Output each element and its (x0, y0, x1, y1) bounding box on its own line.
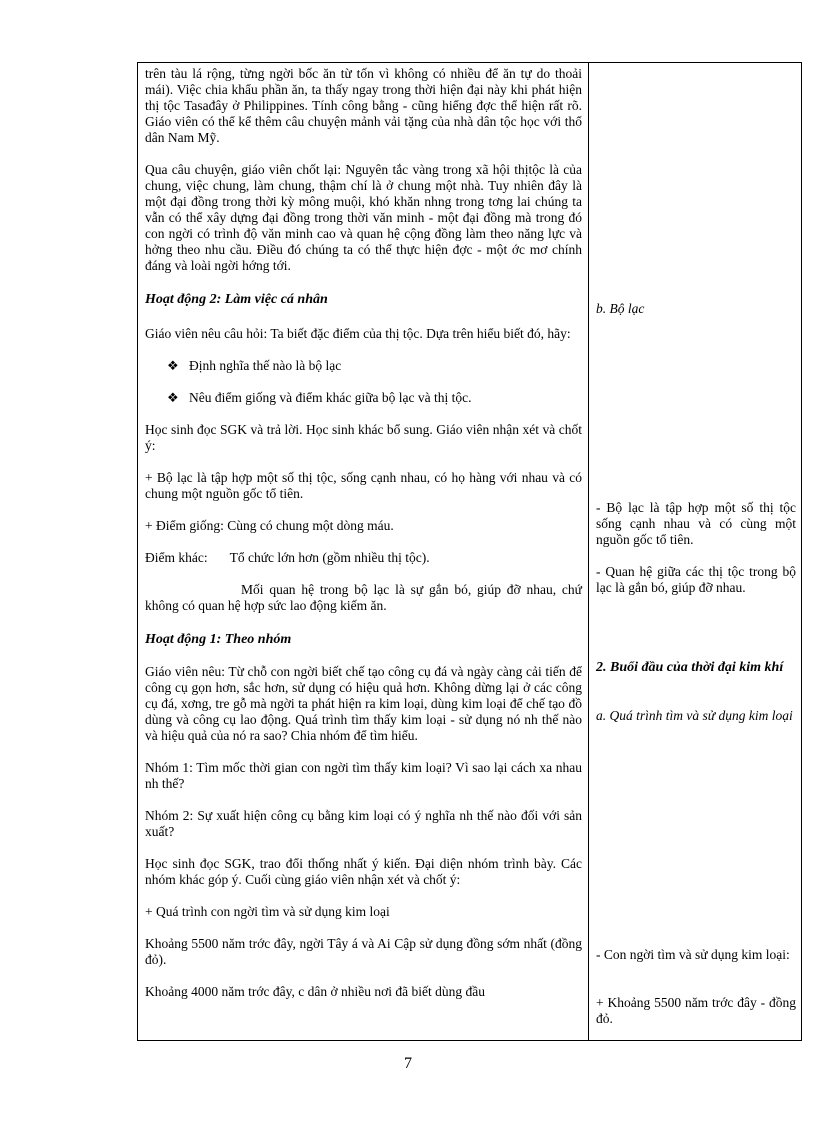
difference-text: Tổ chức lớn hơn (gồm nhiều thị tộc). (229, 550, 430, 565)
group-1-paragraph: Nhóm 1: Tìm mốc thời gian con ngời tìm thấy kim loại? Vì sao lại cách xa nhau nh thế? (145, 760, 582, 791)
difference-paragraph (145, 550, 582, 566)
copper-paragraph: Khoảng 5500 năm trớc đây, ngời Tây á và Ai Cập sử dụng đồng sớm nhất (đồng đỏ). (145, 936, 582, 967)
activity-1-heading: Hoạt động 1: Theo nhóm (145, 632, 292, 647)
copper-note: + Khoảng 5500 năm trớc đây - đồng đỏ. (596, 995, 796, 1026)
similarity-paragraph: + Điểm giống: Cùng có chung một dòng máu. (145, 518, 394, 533)
bullet-text-1: Định nghĩa thế nào là bộ lạc (189, 358, 342, 373)
bullet-item-2 (167, 390, 582, 406)
tribe-relation-note: - Quan hệ giữa các thị tộc trong bộ lạc là gắn bó, giúp đỡ nhau. (596, 564, 796, 595)
metal-process-subheading: a. Quá trình tìm và sử dụng kim loại (596, 708, 793, 723)
lesson-table (137, 62, 802, 1041)
diamond-bullet-icon: ❖ (167, 390, 179, 405)
bronze-paragraph: Khoảng 4000 năm trớc đây, c dân ở nhiều nơi đã biết dùng đầu (145, 984, 485, 999)
teacher-intro-paragraph: Giáo viên nêu: Từ chỗ con ngời biết chế tạo công cụ đá và ngày càng cải tiến để công cụ gọn hơn, sắc hơn, sử dụng có hiệu quả hơn. Không dừng lại ở các công cụ đá, xơng, tre gỗ mà ngời ta phát hiện ra kim loại, dùng kim loại để chế tạo đồ dùng và công cụ lao động. Quá trình tìm thấy kim loại - sử dụng nó nh thế nào và hiệu quả của nó ra sao? Chia nhóm để tìm hiểu. (145, 664, 582, 743)
tribe-subheading: b. Bộ lạc (596, 301, 645, 316)
story-paragraph: trên tàu lá rộng, từng ngời bốc ăn từ tốn vì không có nhiều để ăn tự do thoải mái). Việc chia khẩu phần ăn, ta thấy ngay trong thời hiện đại này khi phát hiện thị tộc Tasađây ở Philippines. Tính công bằng - cũng hiểng đợc thể hiện rất rõ. Giáo viên có thể kể thêm câu chuyện mảnh vải tặng của nhà dân tộc học với thổ dân Nam Mỹ. (145, 66, 582, 145)
student-answer-paragraph: Học sinh đọc SGK và trả lời. Học sinh khác bổ sung. Giáo viên nhận xét và chốt ý: (145, 422, 582, 453)
content-column (596, 63, 796, 1040)
bullet-text-2: Nêu điểm giống và điểm khác giữa bộ lạc và thị tộc. (189, 390, 472, 405)
activity-2-heading: Hoạt động 2: Làm việc cá nhân (145, 292, 328, 307)
activity-column (145, 66, 582, 1000)
conclusion-paragraph: Qua câu chuyện, giáo viên chốt lại: Nguyên tắc vàng trong xã hội thịtộc là của chung, việc chung, làm chung, thậm chí là ở chung một nhà. Tuy nhiên đây là một đại đồng trong thời kỳ mông muội, khó khăn nhng trong tơng lai chúng ta vẫn có thể xây dựng đại đồng trong thời văn minh - một đại đồng mà trong đó con ngời có trình độ văn minh cao và quan hệ cộng đồng làm theo năng lực và hởng theo nhu cầu. Điều đó chúng ta có thể thực hiện đợc - một ớc mơ chính đáng và loài ngời hớng tới. (145, 162, 582, 273)
difference-label: Điểm khác: (145, 550, 208, 565)
bullet-item-1 (167, 358, 582, 374)
metal-process-paragraph: + Quá trình con ngời tìm và sử dụng kim loại (145, 904, 390, 919)
metal-discovery-note: - Con ngời tìm và sử dụng kim loại: (596, 947, 790, 962)
definition-paragraph: + Bộ lạc là tập hợp một số thị tộc, sống cạnh nhau, có họ hàng với nhau và có chung một nguồn gốc tổ tiên. (145, 470, 582, 501)
diamond-bullet-icon: ❖ (167, 358, 179, 373)
relation-paragraph: Mối quan hệ trong bộ lạc là sự gắn bó, giúp đỡ nhau, chứ không có quan hệ hợp sức lao động kiếm ăn. (145, 582, 582, 613)
page-number: 7 (404, 1055, 412, 1072)
column-divider (588, 63, 589, 1040)
tribe-definition-note: - Bộ lạc là tập hợp một số thị tộc sống cạnh nhau và có cùng một nguồn gốc tổ tiên. (596, 500, 796, 547)
group-2-paragraph: Nhóm 2: Sự xuất hiện công cụ bằng kim loại có ý nghĩa nh thế nào đối với sản xuất? (145, 808, 582, 839)
question-paragraph: Giáo viên nêu câu hỏi: Ta biết đặc điểm của thị tộc. Dựa trên hiểu biết đó, hãy: (145, 326, 571, 341)
metal-age-heading: 2. Buổi đầu của thời đại kim khí (596, 660, 784, 675)
discussion-paragraph: Học sinh đọc SGK, trao đổi thống nhất ý kiến. Đại diện nhóm trình bày. Các nhóm khác góp ý. Cuối cùng giáo viên nhận xét và chốt ý: (145, 856, 582, 887)
